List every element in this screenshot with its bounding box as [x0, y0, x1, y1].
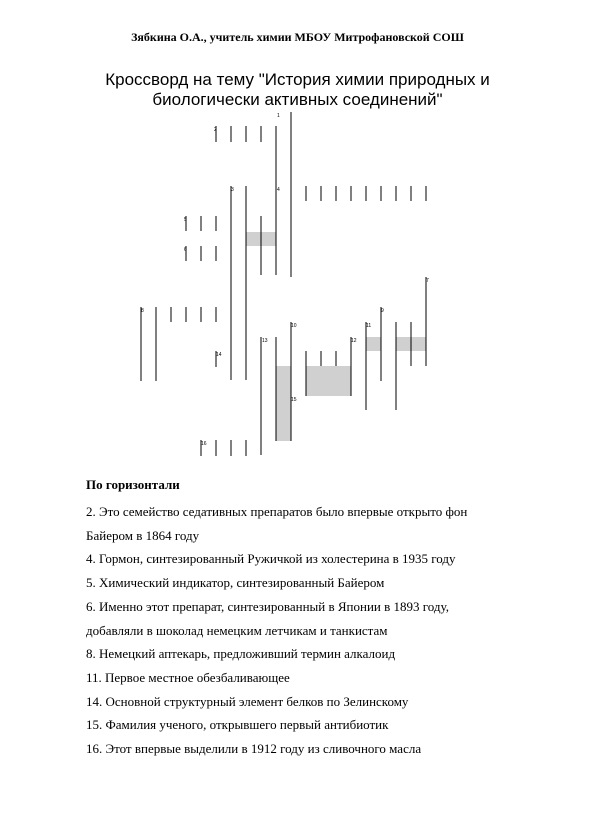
clue-number: 2 — [214, 127, 217, 133]
page-header: Зябкина О.А., учитель химии МБОУ Митрофановской СОШ — [131, 30, 464, 44]
clue-number: 8 — [141, 308, 144, 314]
title-line-1: Кроссворд на тему "История химии природных и — [105, 70, 490, 89]
shaded-cell — [306, 366, 351, 396]
clue-line: 8. Немецкий аптекарь, предложивший термин алкалоид — [86, 646, 396, 662]
clue-line: 16. Этот впервые выделили в 1912 году из сливочного масла — [86, 741, 422, 757]
clue-line: Байером в 1864 году — [86, 527, 200, 543]
clue-number: 13 — [262, 338, 268, 344]
shaded-cell — [366, 337, 381, 351]
clue-line: 2. Это семейство седативных препаратов было впервые открыто фон — [86, 504, 468, 519]
clue-line: добавляли в шоколад немецким летчикам и танкистам — [86, 622, 388, 638]
clue-line: 6. Именно этот препарат, синтезированный в Японии в 1893 году, — [86, 598, 449, 614]
clue-number: 14 — [216, 352, 222, 358]
clue-number: 4 — [277, 187, 280, 193]
clue-number: 3 — [231, 187, 234, 193]
clue-line: 11. Первое местное обезбаливающее — [86, 669, 290, 685]
clue-number: 16 — [201, 441, 207, 447]
clue-number: 15 — [291, 397, 297, 403]
clues-list — [86, 500, 546, 761]
clue-line: 5. Химический индикатор, синтезированный Байером — [86, 575, 385, 591]
clue-number: 5 — [184, 217, 187, 223]
clue-number: 6 — [184, 247, 187, 253]
clue-number: 12 — [351, 338, 357, 344]
clue-number: 11 — [366, 323, 372, 329]
shaded-cell — [276, 366, 291, 441]
clue-number: 1 — [277, 113, 280, 119]
title-line-2: биологически активных соединений" — [152, 90, 443, 109]
clue-line: 15. Фамилия ученого, открывшего первый антибиотик — [86, 717, 389, 733]
clues-heading: По горизонтали — [86, 477, 180, 492]
clue-line: 14. Основной структурный элемент белков по Зелинскому — [86, 693, 409, 709]
clue-number: 10 — [291, 323, 297, 329]
clue-number: 7 — [426, 278, 429, 284]
clue-line: 4. Гормон, синтезированный Ружичкой из холестерина в 1935 году — [86, 551, 456, 567]
clue-number: 9 — [381, 308, 384, 314]
